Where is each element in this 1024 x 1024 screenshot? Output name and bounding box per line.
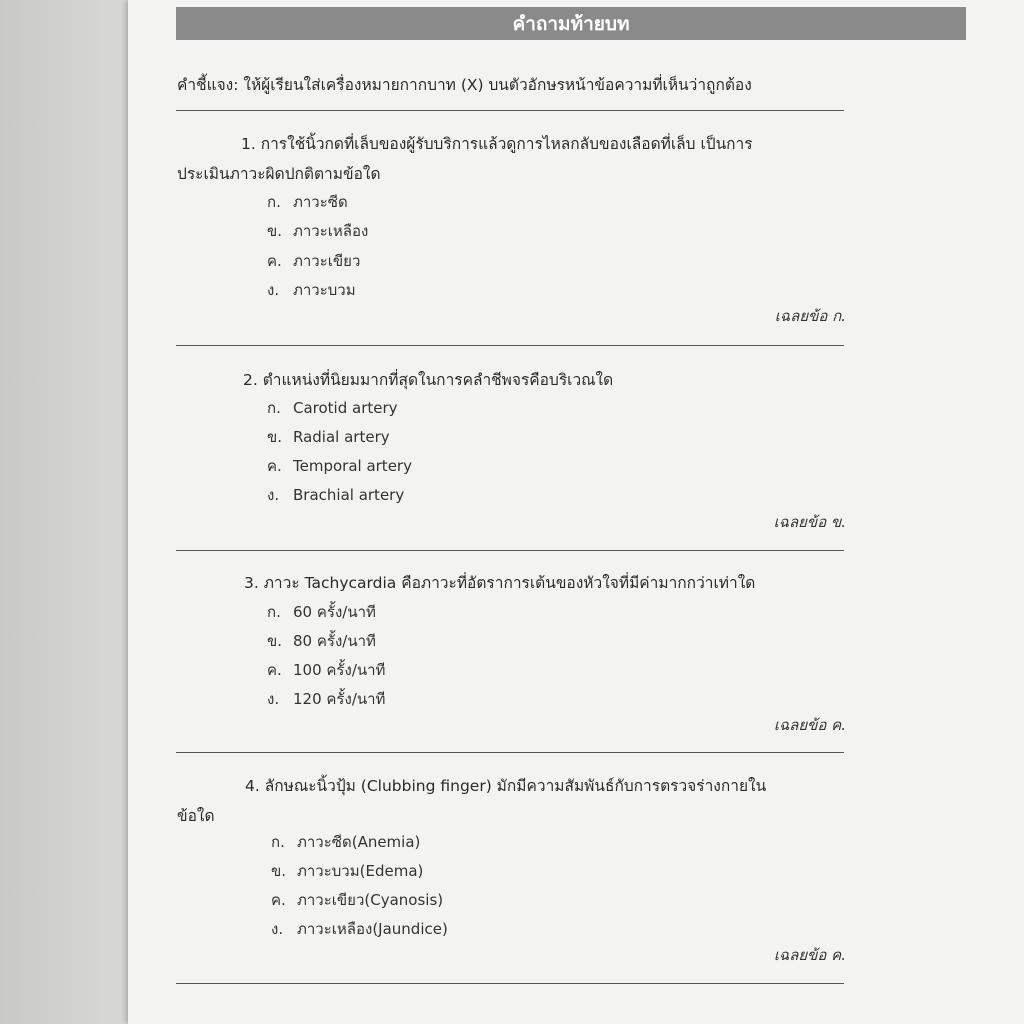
choice-label: ค.	[267, 661, 282, 679]
divider	[176, 110, 844, 111]
choice-label: ข.	[271, 862, 287, 880]
choice-label: ก.	[271, 833, 285, 851]
choice-label: ค.	[267, 252, 282, 270]
choice-text: 120 ครั้ง/นาที	[293, 690, 386, 708]
question-1-choice-c[interactable]	[267, 249, 360, 273]
instruction-text: คำชี้แจง: ให้ผู้เรียนใส่เครื่องหมายกากบาท (X) บนตัวอักษรหน้าข้อความที่เห็นว่าถูกต้อง	[177, 76, 752, 94]
question-4-choice-d[interactable]	[271, 917, 448, 941]
question-4-line-2: ข้อใด	[177, 807, 215, 825]
document-page	[128, 0, 1024, 1024]
question-1-line-1: 1. การใช้นิ้วกดที่เล็บของผู้รับบริการแล้วดูการไหลกลับของเลือดที่เล็บ เป็นการ	[241, 135, 753, 153]
question-3-answer: เฉลยข้อ ค.	[773, 716, 846, 734]
choice-label: ค.	[271, 891, 286, 909]
choice-text: ภาวะซีด	[293, 193, 348, 211]
choice-text: Temporal artery	[293, 457, 412, 475]
choice-text: 80 ครั้ง/นาที	[293, 632, 376, 650]
question-4-choice-b[interactable]	[271, 859, 423, 883]
choice-label: ก.	[267, 603, 281, 621]
question-4-answer: เฉลยข้อ ค.	[773, 946, 846, 964]
choice-text: ภาวะเขียว(Cyanosis)	[297, 891, 444, 909]
question-3-choice-d[interactable]	[267, 687, 385, 711]
question-2-answer: เฉลยข้อ ข.	[773, 513, 846, 531]
choice-text: Carotid artery	[293, 399, 398, 417]
question-1-answer: เฉลยข้อ ก.	[774, 307, 846, 325]
choice-label: ง.	[267, 486, 280, 504]
choice-label: ง.	[267, 690, 280, 708]
question-3-line-1: 3. ภาวะ Tachycardia คือภาวะที่อัตราการเต้นของหัวใจที่มีค่ามากกว่าเท่าใด	[244, 574, 756, 592]
background-surface	[0, 0, 128, 1024]
choice-text: ภาวะซีด(Anemia)	[297, 833, 421, 851]
choice-label: ก.	[267, 399, 281, 417]
choice-text: 100 ครั้ง/นาที	[293, 661, 386, 679]
question-2-choice-d[interactable]	[267, 483, 404, 507]
choice-text: ภาวะบวม	[293, 281, 356, 299]
question-3-choice-a[interactable]	[267, 600, 376, 624]
question-1-choice-a[interactable]	[267, 190, 348, 214]
question-1-choice-d[interactable]	[267, 278, 356, 302]
question-2-choice-a[interactable]	[267, 396, 398, 420]
page-title-bar	[176, 7, 966, 40]
question-2-choice-b[interactable]	[267, 425, 390, 449]
divider	[176, 345, 844, 346]
choice-text: Brachial artery	[293, 486, 405, 504]
question-2-line-1: 2. ตำแหน่งที่นิยมมากที่สุดในการคลำชีพจรคือบริเวณใด	[243, 371, 614, 389]
choice-text: ภาวะบวม(Edema)	[297, 862, 424, 880]
question-4-line-1: 4. ลักษณะนิ้วปุ้ม (Clubbing finger) มักมีความสัมพันธ์กับการตรวจร่างกายใน	[245, 777, 767, 795]
question-2-choice-c[interactable]	[267, 454, 412, 478]
choice-label: ค.	[267, 457, 282, 475]
choice-label: ง.	[271, 920, 284, 938]
choice-label: ข.	[267, 632, 283, 650]
divider	[176, 550, 844, 551]
question-4-choice-a[interactable]	[271, 830, 420, 854]
question-4-choice-c[interactable]	[271, 888, 443, 912]
question-3-choice-b[interactable]	[267, 629, 376, 653]
choice-text: ภาวะเขียว	[293, 252, 361, 270]
divider	[176, 752, 844, 753]
page-title: คำถามท้ายบท	[512, 12, 630, 35]
divider	[176, 983, 844, 984]
choice-text: 60 ครั้ง/นาที	[293, 603, 376, 621]
question-1-line-2: ประเมินภาวะผิดปกติตามข้อใด	[177, 165, 381, 183]
choice-label: ข.	[267, 222, 283, 240]
question-3-choice-c[interactable]	[267, 658, 385, 682]
choice-label: ง.	[267, 281, 280, 299]
choice-text: ภาวะเหลือง(Jaundice)	[297, 920, 448, 938]
question-1-choice-b[interactable]	[267, 219, 368, 243]
choice-text: ภาวะเหลือง	[293, 222, 369, 240]
choice-label: ข.	[267, 428, 283, 446]
choice-label: ก.	[267, 193, 281, 211]
choice-text: Radial artery	[293, 428, 390, 446]
